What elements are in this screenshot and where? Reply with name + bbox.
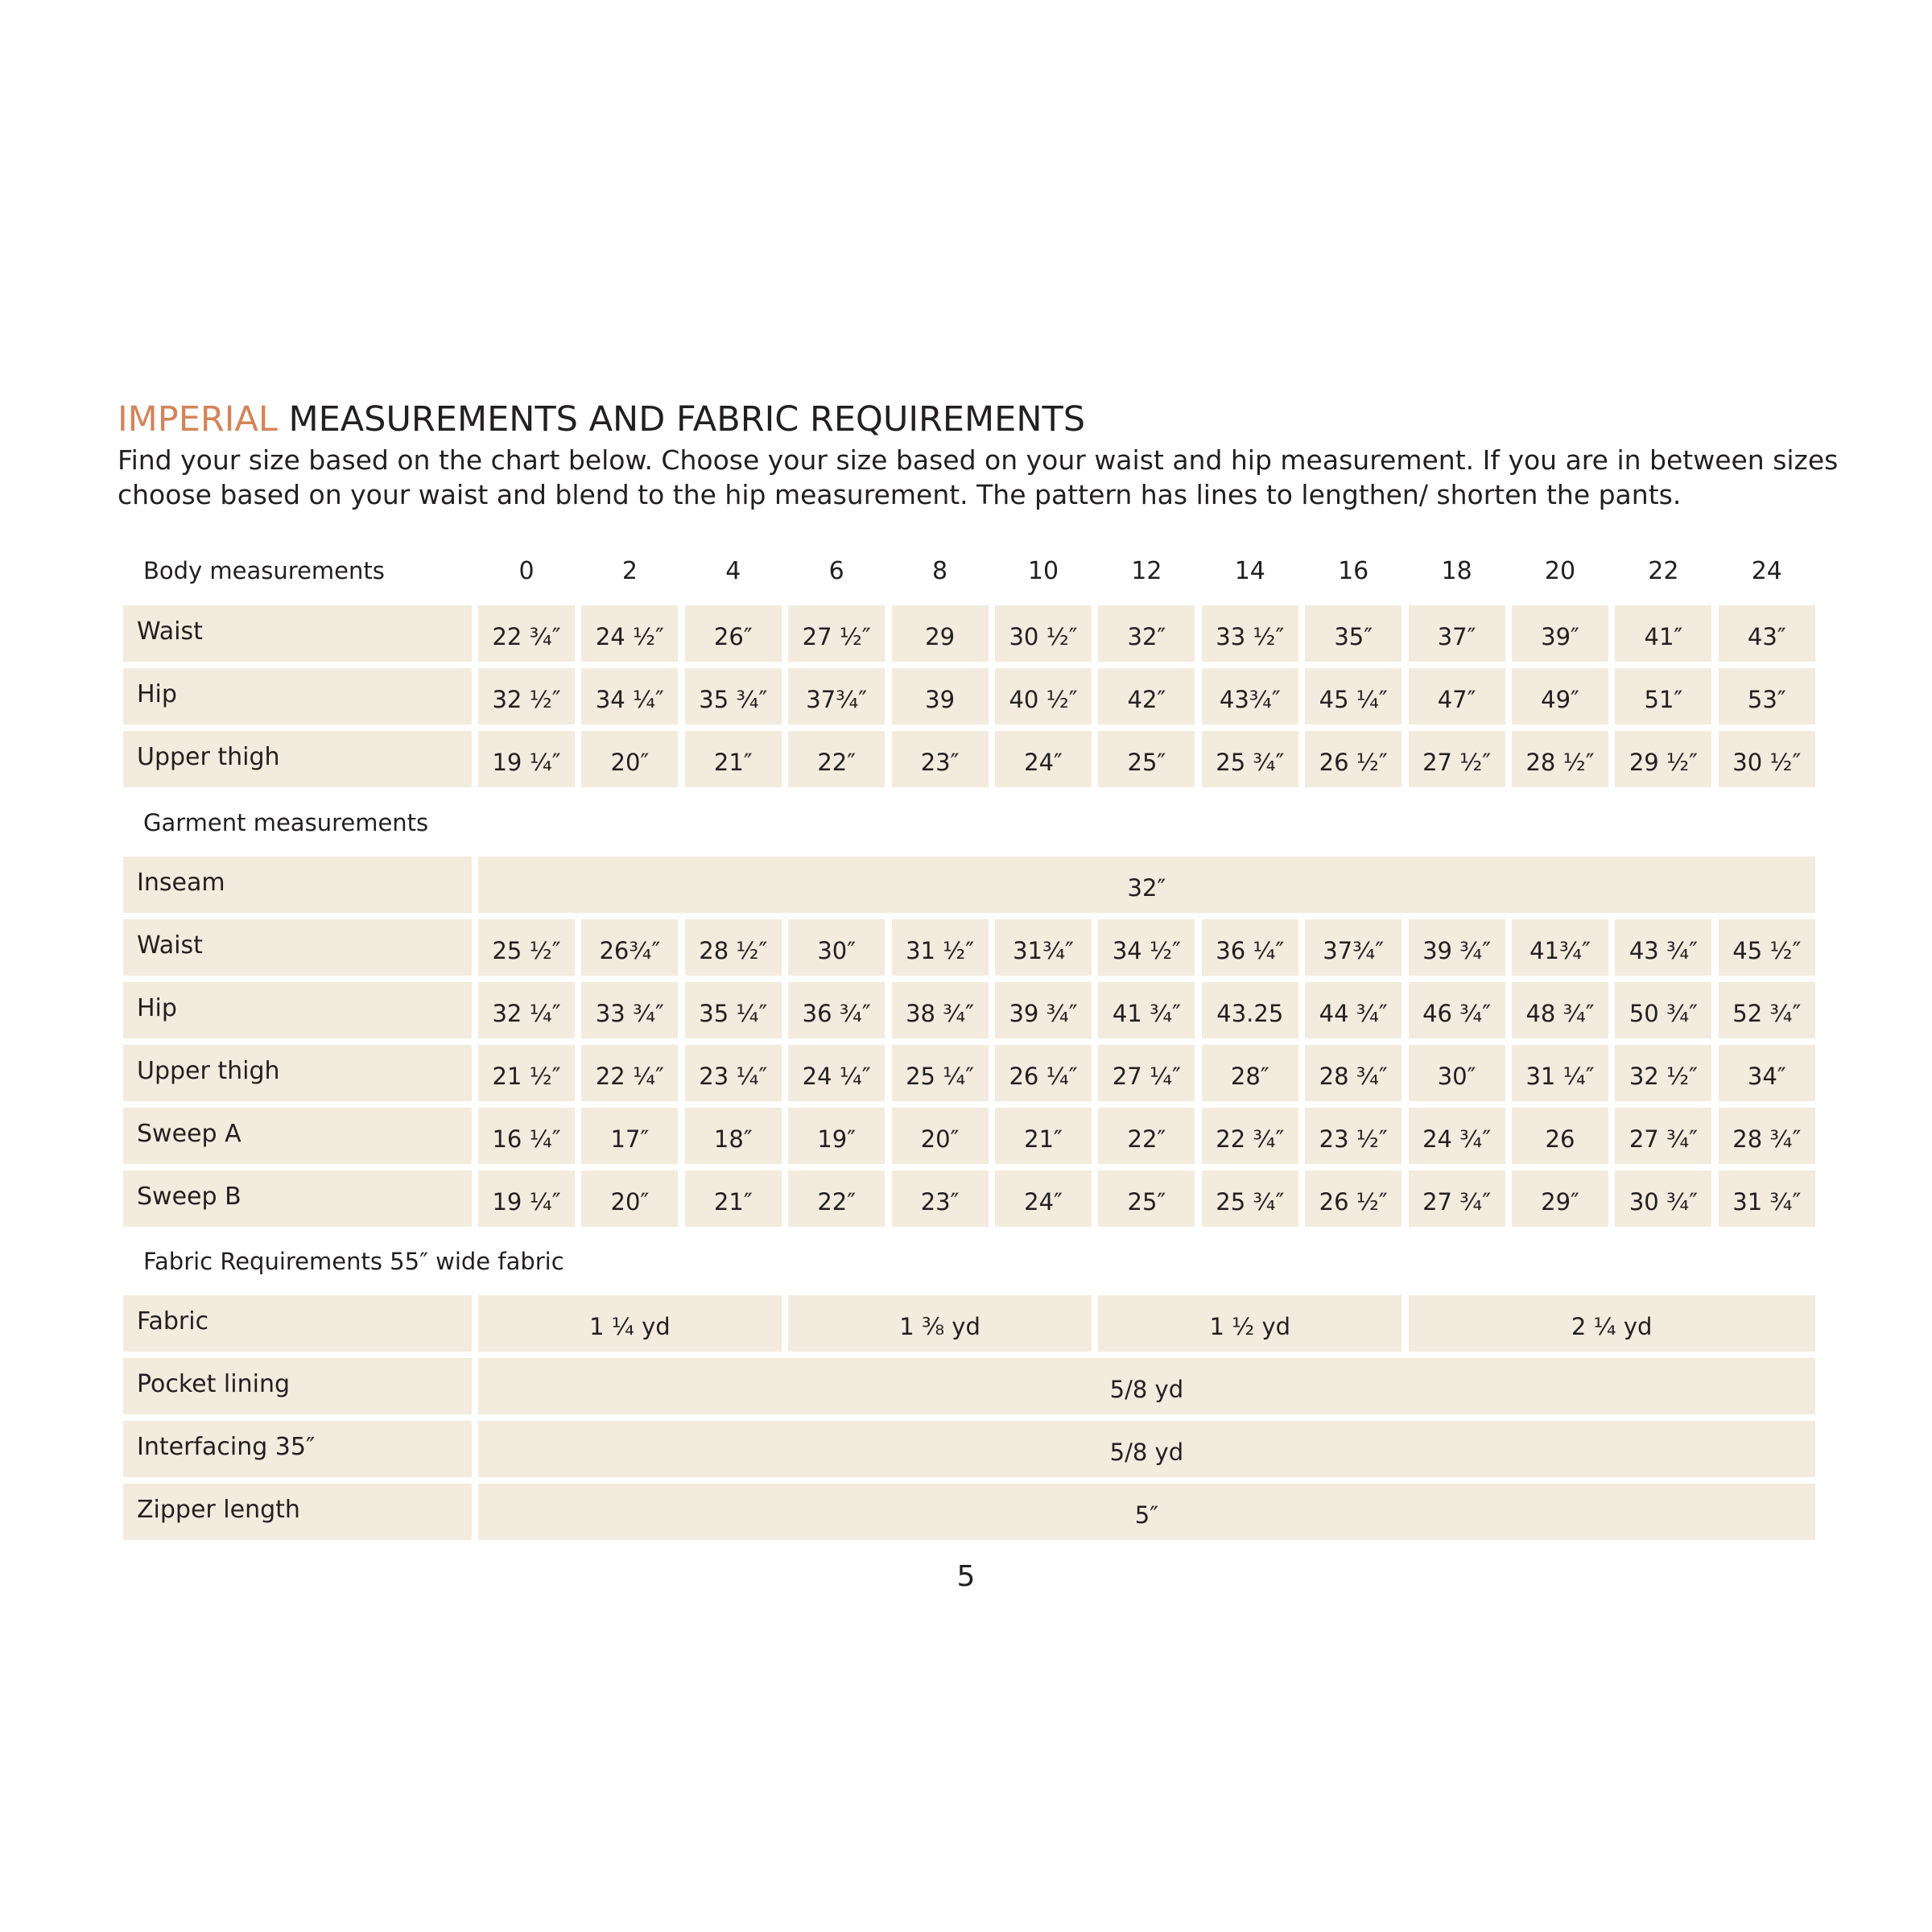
- table-cell: 49″: [1512, 668, 1608, 724]
- table-cell: 2 ¼ yd: [1409, 1295, 1815, 1352]
- table-cell: 23 ½″: [1305, 1108, 1402, 1164]
- table-cell: 30″: [788, 919, 885, 976]
- table-cell: 24 ¾″: [1409, 1108, 1505, 1164]
- row-label: Sweep B: [123, 1170, 472, 1227]
- table-cell: 26 ¼″: [995, 1045, 1092, 1101]
- table-cell: 32″: [1098, 605, 1195, 662]
- table-cell: 24″: [995, 731, 1092, 787]
- table-cell: 30″: [1409, 1045, 1505, 1101]
- table-cell: 20″: [892, 1108, 989, 1164]
- table-cell: 45 ½″: [1719, 919, 1815, 976]
- table-cell: 25″: [1098, 731, 1195, 787]
- table-cell: 21″: [685, 731, 782, 787]
- row-label: Interfacing 35″: [123, 1421, 472, 1477]
- size-header: 2: [621, 557, 638, 585]
- table-cell: 41¾″: [1512, 919, 1608, 976]
- table-cell: 28 ¾″: [1719, 1108, 1815, 1164]
- table-cell: 19 ¼″: [478, 1170, 575, 1227]
- table-cell: 28 ¾″: [1305, 1045, 1402, 1101]
- table-cell: 26 ½″: [1305, 731, 1402, 787]
- table-cell: 23″: [892, 1170, 989, 1227]
- table-cell: 37″: [1409, 605, 1505, 662]
- row-label: Sweep A: [123, 1108, 472, 1164]
- table-cell: 46 ¾″: [1409, 982, 1505, 1038]
- table-cell: 38 ¾″: [892, 982, 989, 1038]
- table-cell: 20″: [581, 1170, 678, 1227]
- table-cell: 19″: [788, 1108, 885, 1164]
- size-header: 24: [1751, 557, 1782, 585]
- table-cell: 43.25: [1202, 982, 1298, 1038]
- table-cell: 39 ¾″: [995, 982, 1092, 1038]
- table-cell: 39: [892, 668, 989, 724]
- row-label: Zipper length: [123, 1484, 472, 1540]
- table-cell: 41″: [1615, 605, 1711, 662]
- table-cell: 35″: [1305, 605, 1402, 662]
- row-label: Upper thigh: [123, 1045, 472, 1101]
- table-cell: 21 ½″: [478, 1045, 575, 1101]
- table-cell: 29 ½″: [1615, 731, 1711, 787]
- table-cell: 30 ½″: [1719, 731, 1815, 787]
- table-cell: 18″: [685, 1108, 782, 1164]
- size-header: 6: [828, 557, 844, 585]
- table-cell: 26 ½″: [1305, 1170, 1402, 1227]
- table-cell: 25 ¾″: [1202, 731, 1298, 787]
- page-title: [118, 399, 1085, 440]
- table-cell: 52 ¾″: [1719, 982, 1815, 1038]
- table-cell: 41 ¾″: [1098, 982, 1195, 1038]
- table-cell: 20″: [581, 731, 678, 787]
- table-cell: 39 ¾″: [1409, 919, 1505, 976]
- size-header: 20: [1544, 557, 1576, 585]
- table-cell: 21″: [685, 1170, 782, 1227]
- size-header: 22: [1648, 557, 1679, 585]
- table-cell: 51″: [1615, 668, 1711, 724]
- table-cell: 34 ¼″: [581, 668, 678, 724]
- table-cell: 27 ½″: [788, 605, 885, 662]
- table-cell: 45 ¼″: [1305, 668, 1402, 724]
- table-cell: 1 ¼ yd: [478, 1295, 782, 1352]
- table-cell: 32 ½″: [478, 668, 575, 724]
- table-cell: 30 ¾″: [1615, 1170, 1711, 1227]
- table-cell: 36 ¼″: [1202, 919, 1298, 976]
- table-cell: 22 ¾″: [1202, 1108, 1298, 1164]
- table-cell: 32 ¼″: [478, 982, 575, 1038]
- table-cell: 26: [1512, 1108, 1608, 1164]
- table-cell: 28 ½″: [1512, 731, 1608, 787]
- table-cell: 27 ¾″: [1409, 1170, 1505, 1227]
- table-cell: 31 ¾″: [1719, 1170, 1815, 1227]
- table-cell: 37¾″: [1305, 919, 1402, 976]
- table-cell: 35 ¾″: [685, 668, 782, 724]
- table-cell: 34″: [1719, 1045, 1815, 1101]
- row-label: Inseam: [123, 857, 472, 913]
- size-header: 18: [1441, 557, 1472, 585]
- table-cell: 25 ¼″: [892, 1045, 989, 1101]
- table-cell: 23 ¼″: [685, 1045, 782, 1101]
- size-header: 4: [725, 557, 741, 585]
- fabric-requirements-header: Fabric Requirements 55″ wide fabric: [143, 1248, 564, 1275]
- table-cell: 31 ½″: [892, 919, 989, 976]
- table-cell: 40 ½″: [995, 668, 1092, 724]
- table-cell: 27 ½″: [1409, 731, 1505, 787]
- size-header: 0: [518, 557, 535, 585]
- table-cell: 42″: [1098, 668, 1195, 724]
- table-cell: 34 ½″: [1098, 919, 1195, 976]
- table-cell: 33 ½″: [1202, 605, 1298, 662]
- table-cell: 29: [892, 605, 989, 662]
- size-header: 16: [1338, 557, 1369, 585]
- intro-line-2: choose based on your waist and blend to the hip measurement. The pattern has lines to lengthen/ shorten the pants.: [118, 479, 1682, 510]
- table-cell: 24 ½″: [581, 605, 678, 662]
- table-cell: 32 ½″: [1615, 1045, 1711, 1101]
- table-cell: 47″: [1409, 668, 1505, 724]
- row-label: Fabric: [123, 1295, 472, 1352]
- table-cell: 28 ½″: [685, 919, 782, 976]
- table-cell: 36 ¾″: [788, 982, 885, 1038]
- table-cell: 24″: [995, 1170, 1092, 1227]
- table-cell: 43¾″: [1202, 668, 1298, 724]
- table-cell: 50 ¾″: [1615, 982, 1711, 1038]
- table-cell: 1 ½ yd: [1098, 1295, 1402, 1352]
- table-cell: 16 ¼″: [478, 1108, 575, 1164]
- row-label: Hip: [123, 982, 472, 1038]
- table-cell: 17″: [581, 1108, 678, 1164]
- table-cell: 27 ¾″: [1615, 1108, 1711, 1164]
- size-header: 14: [1234, 557, 1265, 585]
- table-cell: 44 ¾″: [1305, 982, 1402, 1038]
- intro-text: [118, 443, 1848, 512]
- table-cell: 48 ¾″: [1512, 982, 1608, 1038]
- table-cell: 5/8 yd: [478, 1358, 1815, 1414]
- title-rest: MEASUREMENTS AND FABRIC REQUIREMENTS: [277, 399, 1086, 440]
- table-cell: 30 ½″: [995, 605, 1092, 662]
- table-cell: 22″: [788, 731, 885, 787]
- title-accent: IMPERIAL: [118, 399, 278, 440]
- table-cell: 33 ¾″: [581, 982, 678, 1038]
- body-measurements-header: Body measurements: [143, 557, 385, 584]
- table-cell: 29″: [1512, 1170, 1608, 1227]
- table-cell: 5″: [478, 1484, 1815, 1540]
- table-cell: 43″: [1719, 605, 1815, 662]
- table-cell: 35 ¼″: [685, 982, 782, 1038]
- size-header: 10: [1027, 557, 1059, 585]
- table-cell: 21″: [995, 1108, 1092, 1164]
- table-cell: 28″: [1202, 1045, 1298, 1101]
- row-label: Pocket lining: [123, 1358, 472, 1414]
- table-cell: 1 ⅜ yd: [788, 1295, 1092, 1352]
- row-label: Hip: [123, 668, 472, 724]
- table-cell: 22″: [788, 1170, 885, 1227]
- table-cell: 37¾″: [788, 668, 885, 724]
- garment-measurements-header: Garment measurements: [143, 809, 429, 836]
- table-cell: 27 ¼″: [1098, 1045, 1195, 1101]
- row-label: Upper thigh: [123, 731, 472, 787]
- table-cell: 43 ¾″: [1615, 919, 1711, 976]
- table-cell: 31¾″: [995, 919, 1092, 976]
- row-label: Waist: [123, 919, 472, 976]
- table-cell: 39″: [1512, 605, 1608, 662]
- page-number: 5: [956, 1560, 976, 1593]
- table-cell: 22″: [1098, 1108, 1195, 1164]
- table-cell: 26″: [685, 605, 782, 662]
- table-cell: 53″: [1719, 668, 1815, 724]
- table-cell: 24 ¼″: [788, 1045, 885, 1101]
- table-cell: 25″: [1098, 1170, 1195, 1227]
- table-cell: 5/8 yd: [478, 1421, 1815, 1477]
- table-cell: 22 ¾″: [478, 605, 575, 662]
- table-cell: 32″: [478, 857, 1815, 913]
- table-cell: 26¾″: [581, 919, 678, 976]
- table-cell: 22 ¼″: [581, 1045, 678, 1101]
- size-header: 8: [932, 557, 948, 585]
- intro-line-1: Find your size based on the chart below. Choose your size based on your waist and hip measurement. If you are in between sizes: [118, 444, 1839, 476]
- table-cell: 19 ¼″: [478, 731, 575, 787]
- table-cell: 31 ¼″: [1512, 1045, 1608, 1101]
- table-cell: 25 ½″: [478, 919, 575, 976]
- size-header: 12: [1131, 557, 1162, 585]
- table-cell: 23″: [892, 731, 989, 787]
- table-cell: 25 ¾″: [1202, 1170, 1298, 1227]
- row-label: Waist: [123, 605, 472, 662]
